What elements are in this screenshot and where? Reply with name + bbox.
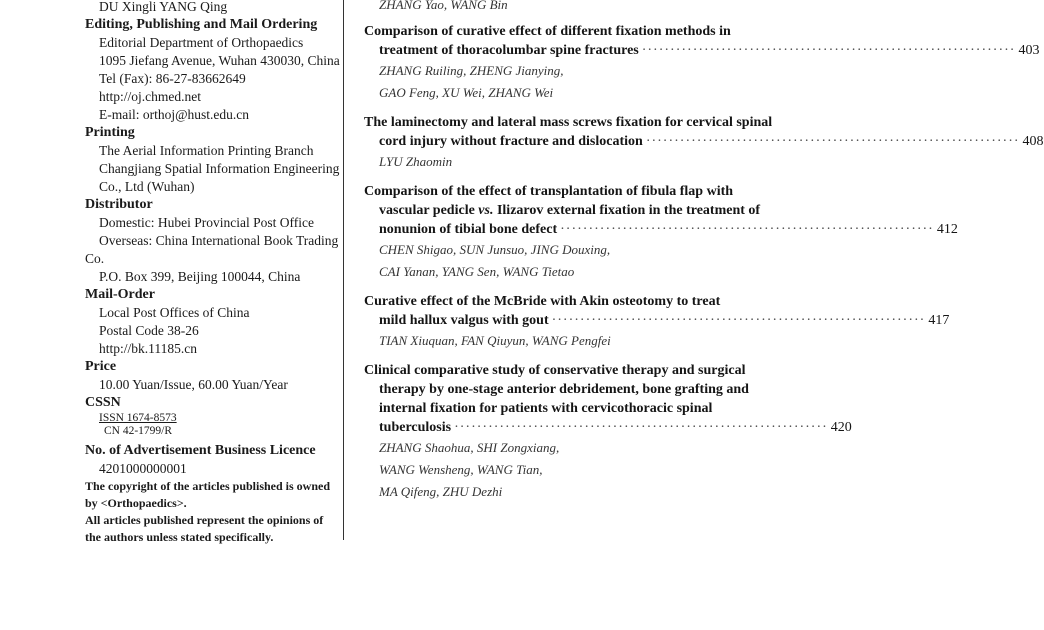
article-title: cord injury without fracture and dislocation <box>379 134 643 149</box>
article-entry[interactable] <box>364 361 852 437</box>
copyright-notice: by <Orthopaedics>. <box>85 496 187 510</box>
distributor-heading: Distributor <box>85 197 153 212</box>
licence-value: 4201000000001 <box>99 461 187 476</box>
page-number: 412 <box>936 222 958 237</box>
article-entry[interactable] <box>364 182 958 239</box>
distributor-pobox: P.O. Box 399, Beijing 100044, China <box>99 269 301 284</box>
article-entry[interactable] <box>364 292 950 330</box>
page-number: 408 <box>1022 134 1044 149</box>
leader-dots: ·································································· <box>560 222 934 237</box>
copyright-notice: The copyright of the articles published is owned <box>85 479 331 493</box>
article-title: treatment of thoracolumbar spine fractures <box>379 43 639 58</box>
page-number: 417 <box>928 313 950 328</box>
distributor-domestic: Domestic: Hubei Provincial Post Office <box>99 215 314 230</box>
article-authors: TIAN Xiuquan, FAN Qiuyun, WANG Pengfei <box>379 333 611 348</box>
leader-dots: ·································································· <box>551 313 926 328</box>
printing-line: The Aerial Information Printing Branch <box>99 143 314 158</box>
article-title: Comparison of the effect of transplantation of fibula flap with <box>364 184 734 199</box>
mail-order-url[interactable]: http://bk.11185.cn <box>99 341 197 356</box>
article-title: internal fixation for patients with cervicothoracic spinal <box>379 401 713 416</box>
editor-names: DU Xingli YANG Qing <box>99 0 228 14</box>
journal-url[interactable]: http://oj.chmed.net <box>99 89 201 104</box>
article-title: The laminectomy and lateral mass screws fixation for cervical spinal <box>364 115 773 130</box>
article-title: mild hallux valgus with gout <box>379 313 549 328</box>
page-number: 420 <box>830 420 852 435</box>
issn-number: ISSN 1674-8573 <box>99 412 177 424</box>
leader-dots: ·································································· <box>641 43 1016 58</box>
printing-line: Co., Ltd (Wuhan) <box>99 179 195 194</box>
editing-line: 1095 Jiefang Avenue, Wuhan 430030, China <box>99 53 340 68</box>
article-authors: ZHANG Yao, WANG Bin <box>379 0 508 12</box>
printing-heading: Printing <box>85 125 135 140</box>
leader-dots: ·································································· <box>454 420 828 435</box>
cn-number: CN 42-1799/R <box>104 425 173 437</box>
distributor-overseas: Overseas: China International Book Trading <box>99 233 339 248</box>
opinions-notice: All articles published represent the opinions of <box>85 513 324 527</box>
editing-line: Editorial Department of Orthopaedics <box>99 35 304 50</box>
mail-order-line: Local Post Offices of China <box>99 305 250 320</box>
article-authors: MA Qifeng, ZHU Dezhi <box>379 484 503 499</box>
article-entry[interactable] <box>364 22 1040 60</box>
article-title: nonunion of tibial bone defect <box>379 222 558 237</box>
article-title: Curative effect of the McBride with Akin osteotomy to treat <box>364 294 721 309</box>
editing-heading: Editing, Publishing and Mail Ordering <box>85 17 318 32</box>
leader-dots: ·································································· <box>645 134 1020 149</box>
article-authors: ZHANG Ruiling, ZHENG Jianying, <box>379 63 564 78</box>
price-heading: Price <box>85 359 117 374</box>
article-title-vs-line: vascular pedicle vs. Ilizarov external fixation in the treatment of <box>379 203 761 218</box>
cssn-heading: CSSN <box>85 395 121 410</box>
editing-line: Tel (Fax): 86-27-83662649 <box>99 71 246 86</box>
masthead-column <box>85 0 343 546</box>
price-value: 10.00 Yuan/Issue, 60.00 Yuan/Year <box>99 377 288 392</box>
page-number: 403 <box>1018 43 1040 58</box>
article-authors: GAO Feng, XU Wei, ZHANG Wei <box>379 85 554 100</box>
distributor-overseas-cont: Co. <box>85 251 105 266</box>
printing-line: Changjiang Spatial Information Engineering <box>99 161 340 176</box>
article-entry[interactable] <box>364 113 1044 151</box>
mail-order-heading: Mail-Order <box>85 287 155 302</box>
licence-heading: No. of Advertisement Business Licence <box>85 443 316 458</box>
column-divider <box>343 0 344 540</box>
article-title: Clinical comparative study of conservative therapy and surgical <box>364 363 746 378</box>
article-authors: WANG Wensheng, WANG Tian, <box>379 462 543 477</box>
article-title: therapy by one-stage anterior debridement, bone grafting and <box>379 382 749 397</box>
article-title: Comparison of curative effect of different fixation methods in <box>364 24 731 39</box>
opinions-notice: the authors unless stated specifically. <box>85 530 274 544</box>
journal-email[interactable]: E-mail: orthoj@hust.edu.cn <box>99 107 250 122</box>
article-authors: ZHANG Shaohua, SHI Zongxiang, <box>379 440 560 455</box>
mail-order-line: Postal Code 38-26 <box>99 323 199 338</box>
article-authors: CAI Yanan, YANG Sen, WANG Tietao <box>379 264 575 279</box>
article-authors: CHEN Shigao, SUN Junsuo, JING Douxing, <box>379 242 611 257</box>
article-title: tuberculosis <box>379 420 452 435</box>
article-authors: LYU Zhaomin <box>379 154 453 169</box>
contents-column <box>364 0 1044 503</box>
